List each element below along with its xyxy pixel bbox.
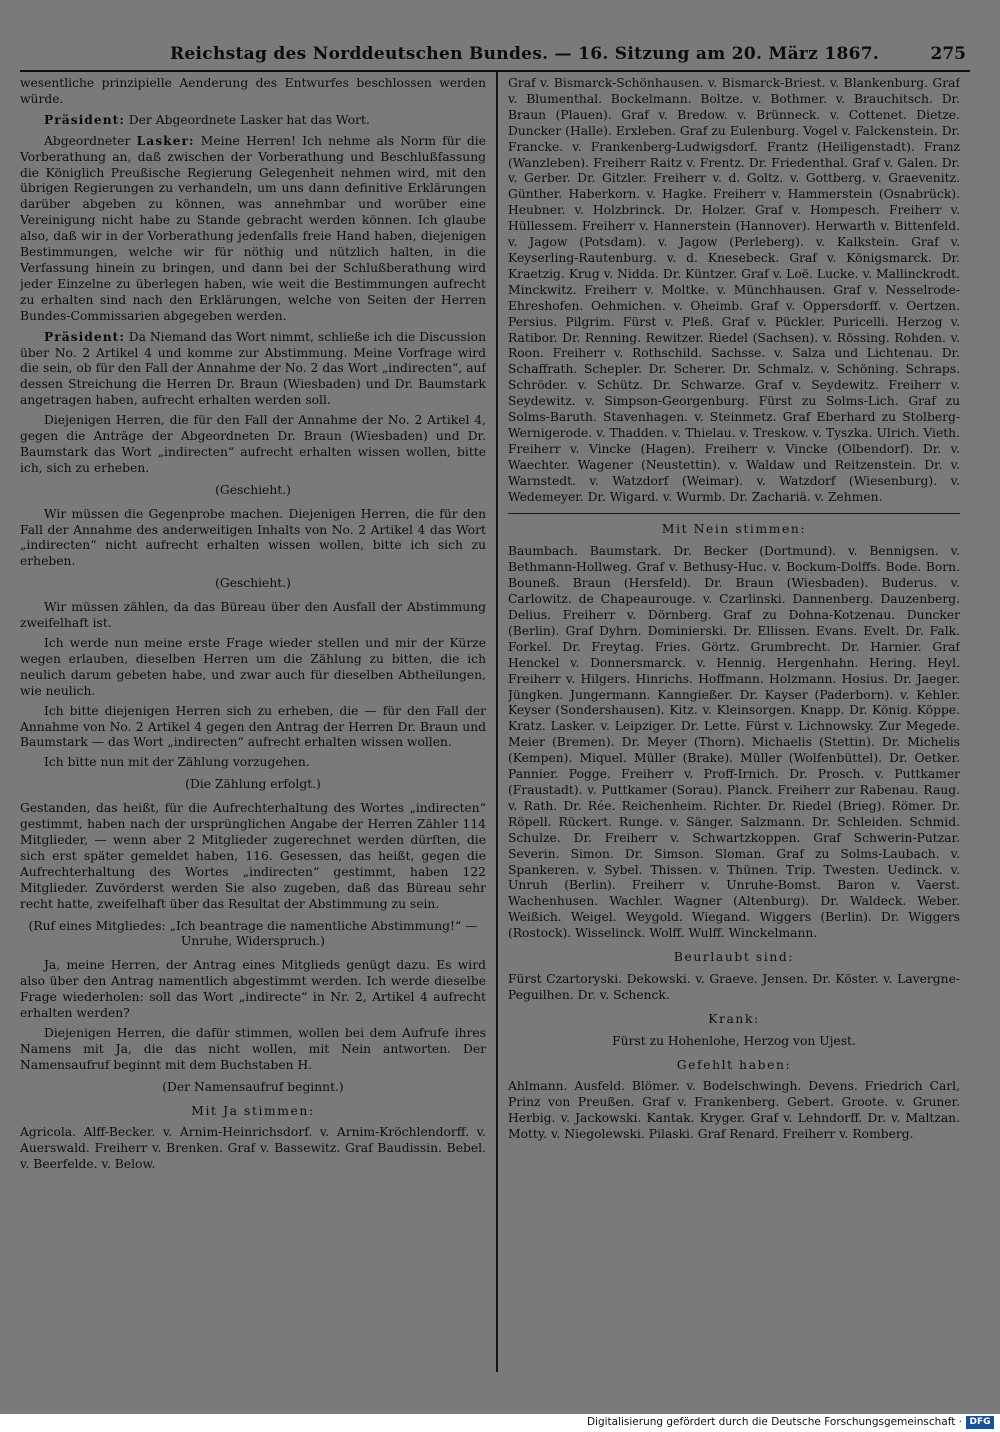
page-header xyxy=(20,40,970,72)
stage-direction: (Geschieht.) xyxy=(215,576,291,591)
name-list: Fürst zu Hohenlohe, Herzog von Ujest. xyxy=(612,1033,856,1048)
section-rule xyxy=(508,513,960,514)
paragraph xyxy=(20,133,486,325)
stage-direction: (Ruf eines Mitgliedes: „Ich beantrage die namentliche Abstimmung!“ — Unruhe, Widerspruch.) xyxy=(28,918,478,949)
paragraph: Gestanden, das heißt, für die Aufrechterhaltung des Wortes „indirecten“ gestimmt, haben nach der ursprünglichen Angabe der Herren Zähler 114 Mitglieder, — wenn aber 2 Mitglieder zugerechnet werden dürften, die sich erst später gemeldet haben, 116. Gesessen, das heißt, gegen die Aufrechterhaltung des Wortes „indirecten“ gestimmt, haben 122 Mitglieder. Zuvörderst werden Sie also zugeben, daß das Büreau sehr recht hatte, zweifelhaft über das Resultat der Abstimmung zu sein. xyxy=(20,801,486,911)
paragraph: wesentliche prinzipielle Aenderung des Entwurfes beschlossen werden würde. xyxy=(20,76,486,106)
speech-text: Meine Herren! Ich nehme als Norm für die Vorberathung an, daß zwischen der Vorberathung und Beschlußfassung die Königlich Preußische Regierung Gelegenheit nehmen wird, mit den übrigen Regierungen zu verhandeln, um uns dann definitive Erklärungen darüber abgeben zu können, was annehmbar und worüber eine Vereinigung nicht habe zu Stande gebracht werden können. Ich glaube also, daß wir in der Vorberathung jedenfalls freie Hand haben, diejenigen Bestimmungen, welche wir für nöthig und nützlich halten, in die Verfassung hinein zu bringen, und dann bei der Schlußberathung wird jeder Einzelne zu überlegen haben, wie weit die Bestimmungen aufrecht zu erhalten sind nach den Erklärungen, welche von Seiten der Herren Bundes-Commissarien abgegeben werden. xyxy=(20,133,486,323)
speaker-name: Präsident: xyxy=(44,328,125,344)
right-column xyxy=(508,76,960,1376)
speaker-prefix: Abgeordneter xyxy=(44,133,137,148)
stage-direction: (Der Namensaufruf beginnt.) xyxy=(162,1079,344,1094)
column-divider xyxy=(496,72,498,1372)
name-list: Agricola. Alff-Becker. v. Arnim-Heinrichsdorf. v. Arnim-Kröchlendorff. v. Auerswald. Freiherr v. Brenken. Graf v. Bassewitz. Graf Baudissin. Bebel. v. Beerfelde. v. Below. xyxy=(20,1125,486,1172)
paragraph: Diejenigen Herren, die für den Fall der Annahme der No. 2 Artikel 4, gegen die Anträge der Abgeordneten Dr. Braun (Wiesbaden) und Dr. Baumstark das Wort „indirecten“ aufrecht erhalten wissen wollen, bitte ich, sich zu erheben. xyxy=(20,413,486,475)
left-column xyxy=(20,76,486,1376)
name-list: Graf v. Bismarck-Schönhausen. v. Bismarck-Briest. v. Blankenburg. Graf v. Blumenthal. Bockelmann. Boltze. v. Bothmer. v. Brauchitsch. Dr. Braun (Plauen). Graf v. Bredow. v. Brünneck. v. Cottenet. Dietze. Duncker (Halle). Erxleben. Graf zu Eulenburg. Vogel v. Falckenstein. Dr. Francke. v. Frankenberg-Ludwigsdorf. Frantz (Heiligenstadt). Franz (Wanzleben). Freiherr Raitz v. Frentz. Dr. Friedenthal. Graf v. Galen. Dr. v. Gerber. Dr. Gitzler. Freiherr v. d. Goltz. v. Gottberg. v. Graevenitz. Günther. Haberkorn. v. Hagke. Freiherr v. Hammerstein (Osnabrück). Heubner. v. Holzbrinck. Dr. Holzer. Graf v. Hompesch. Freiherr v. Hüllessem. Freiherr v. Hannerstein (Hannover). Herwarth v. Bittenfeld. v. Jagow (Potsdam). v. Jagow (Perleberg). v. Kalkstein. Graf v. Keyserling-Rautenburg. v. d. Knesebeck. Graf v. Königsmarck. Dr. Kraetzig. Krug v. Nidda. Dr. Küntzer. Graf v. Loë. Lucke. v. Mallinckrodt. Minckwitz. Freiherr v. Moltke. v. Münchhausen. Graf v. Nesselrode-Ehreshofen. Oehmichen. v. Oheimb. Graf v. Oppersdorff. v. Oertzen. Persius. Pilgrim. Fürst v. Pleß. Graf v. Pückler. Puricelli. Herzog v. Ratibor. Dr. Renning. Rewitzer. Riedel (Sachsen). v. Rössing. Rohden. v. Roon. Freiherr v. Rothschild. Sachsse. v. Salza und Lichtenau. Dr. Schaffrath. Schepler. Dr. Scherer. Dr. Schmalz. v. Schöning. Schraps. Schröder. v. Schütz. Dr. Schwarze. Graf v. Seydewitz. Freiherr v. Seydewitz. v. Simpson-Georgenburg. Fürst zu Solms-Lich. Graf zu Solms-Baruth. Stavenhagen. v. Steinmetz. Graf Eberhard zu Stolberg-Wernigerode. v. Thadden. v. Thielau. v. Treskow. v. Tyszka. Ulrich. Vieth. Freiherr v. Vincke (Hagen). Freiherr v. Vincke (Olbendorf). Dr. v. Waechter. Wagener (Neustettin). v. Waldaw und Reitzenstein. Dr. v. Warnstedt. v. Watzdorf (Weimar). v. Watzdorf (Wiesenburg). v. Wedemeyer. Dr. Wigard. v. Wurmb. Dr. Zachariä. v. Zehmen. xyxy=(508,76,960,504)
paragraph: Ich bitte nun mit der Zählung vorzugehen. xyxy=(44,755,310,770)
vote-heading-no: Mit Nein stimmen: xyxy=(661,522,807,537)
paragraph: Wir müssen zählen, da das Büreau über den Ausfall der Abstimmung zweifelhaft ist. xyxy=(20,600,486,631)
speech-text: Da Niemand das Wort nimmt, schließe ich die Discussion über No. 2 Artikel 4 und komme zur Abstimmung. Meine Vorfrage wird die sein, ob für den Fall der Annahme der No. 2 das Wort „indirecten“, auf dessen Streichung die Herren Dr. Braun (Wiesbaden) und Dr. Baumstark angetragen haben, aufrecht erhalten werden soll. xyxy=(20,329,486,408)
sick-heading: Krank: xyxy=(708,1011,760,1026)
missing-heading: Gefehlt haben: xyxy=(676,1057,792,1072)
paragraph: Ich bitte diejenigen Herren sich zu erheben, die — für den Fall der Annahme von No. 2 Artikel 4 gegen den Antrag der Herren Dr. Braun und Baumstark — das Wort „indirecten“ aufrecht erhalten wissen wollen. xyxy=(20,703,486,750)
paragraph: Ich werde nun meine erste Frage wieder stellen und mir der Kürze wegen erlauben, dieselben Herren um die Zählung zu bitten, die ich neulich darum gebeten habe, und zwar auch für dieselben Abtheilungen, wie neulich. xyxy=(20,636,486,698)
paragraph: Ja, meine Herren, der Antrag eines Mitglieds genügt dazu. Es wird also über den Antrag namentlich abgestimmt werden. Ich werde dieselbe Frage wiederholen: soll das Wort „indirecte“ in Nr. 2, Artikel 4 aufrecht erhalten werden? xyxy=(20,958,486,1021)
dfg-logo: DFG xyxy=(966,1416,994,1429)
name-list: Baumbach. Baumstark. Dr. Becker (Dortmund). v. Bennigsen. v. Bethmann-Hollweg. Graf v. Bethusy-Huc. v. Bockum-Dolffs. Bode. Born. Bouneß. Braun (Hersfeld). Dr. Braun (Wiesbaden). Buderus. v. Carlowitz. de Chapeaurouge. v. Czarlinski. Dannenberg. Dauzenberg. Delius. Freiherr v. Dörnberg. Graf zu Dohna-Kotzenau. Duncker (Berlin). Graf Dyhrn. Dominierski. Dr. Ellissen. Evans. Evelt. Dr. Falk. Forkel. Dr. Freytag. Fries. Görtz. Grumbrecht. Dr. Harnier. Graf Henckel v. Donnersmarck. v. Hennig. Hergenhahn. Hering. Heyl. Freiherr v. Hilgers. Hinrichs. Hoffmann. Holzmann. Hosius. Dr. Jaeger. Jüngken. Jungermann. Kanngießer. Dr. Kayser (Paderborn). v. Kehler. Keyser (Sondershausen). Kitz. v. Kleinsorgen. Knapp. Dr. König. Köppe. Kratz. Lasker. v. Leipziger. Dr. Lette. Fürst v. Lichnowsky. Zur Megede. Meier (Bremen). Dr. Meyer (Thorn). Michaelis (Stettin). Dr. Michelis (Kempen). Miquel. Müller (Brake). Müller (Wolfenbüttel). Dr. Oetker. Pannier. Pogge. Freiherr v. Proff-Irnich. Dr. Prosch. v. Puttkamer (Fraustadt). v. Puttkamer (Sorau). Planck. Freiherr zur Rabenau. Raug. v. Rath. Dr. Rée. Reichenheim. Richter. Dr. Riedel (Brieg). Römer. Dr. Röpell. Rückert. Runge. v. Sänger. Salzmann. Dr. Schleiden. Schmid. Schulze. Dr. Freiherr v. Schwartzkoppen. Graf Schwerin-Putzar. Severin. Simon. Dr. Simson. Sloman. Graf zu Solms-Laubach. v. Spankeren. v. Sybel. Thissen. v. Thünen. Trip. Twesten. Uedinck. v. Unruh (Berlin). Freiherr v. Unruhe-Bomst. Baron v. Vaerst. Wachenhusen. Wachler. Wagner (Altenburg). Dr. Waldeck. Weber. Weißich. Weigel. Weygold. Wiegand. Wiggers (Berlin). Dr. Wiggers (Rostock). Wisselinck. Wolff. Wulff. Winckelmann. xyxy=(508,544,960,941)
paragraph: Wir müssen die Gegenprobe machen. Diejenigen Herren, die für den Fall der Annahme des anderweitigen Inhalts von No. 2 Artikel 4 das Wort „indirecten“ nicht aufrecht erhalten wissen wollen, bitte ich sich zu erheben. xyxy=(20,506,486,569)
footer-bar xyxy=(0,1414,1000,1432)
speaker-name: Präsident: xyxy=(44,111,125,127)
funding-note: Digitalisierung gefördert durch die Deutsche Forschungsgemeinschaft · xyxy=(586,1416,962,1428)
speech-text: Der Abgeordnete Lasker hat das Wort. xyxy=(124,112,370,127)
speaker-name: Lasker: xyxy=(136,132,195,148)
name-list: Ahlmann. Ausfeld. Blömer. v. Bodelschwingh. Devens. Friedrich Carl, Prinz von Preußen. Graf v. Frankenberg. Gebert. Groote. v. Gruner. Herbig. v. Jackowski. Kantak. Kryger. Graf v. Lehndorff. Dr. v. Maltzan. Motty. v. Niegolewski. Pilaski. Graf Renard. Freiherr v. Romberg. xyxy=(508,1079,960,1142)
stage-direction: (Die Zählung erfolgt.) xyxy=(185,777,321,792)
absent-on-leave-heading: Beurlaubt sind: xyxy=(673,950,795,965)
name-list: Fürst Czartoryski. Dekowski. v. Graeve. Jensen. Dr. Köster. v. Lavergne-Peguilhen. Dr. v. Schenck. xyxy=(508,971,960,1002)
vote-heading-yes: Mit Ja stimmen: xyxy=(191,1103,315,1118)
page-number: 275 xyxy=(930,44,966,64)
paragraph xyxy=(20,112,486,129)
stage-direction: (Geschieht.) xyxy=(215,482,291,497)
paragraph: Diejenigen Herren, die dafür stimmen, wollen bei dem Aufrufe ihres Namens mit Ja, die das nicht wollen, mit Nein antworten. Der Namensaufruf beginnt mit dem Buchstaben H. xyxy=(20,1025,486,1072)
paragraph xyxy=(20,329,486,410)
running-title: Reichstag des Norddeutschen Bundes. — 16. Sitzung am 20. März 1867. xyxy=(170,44,880,64)
